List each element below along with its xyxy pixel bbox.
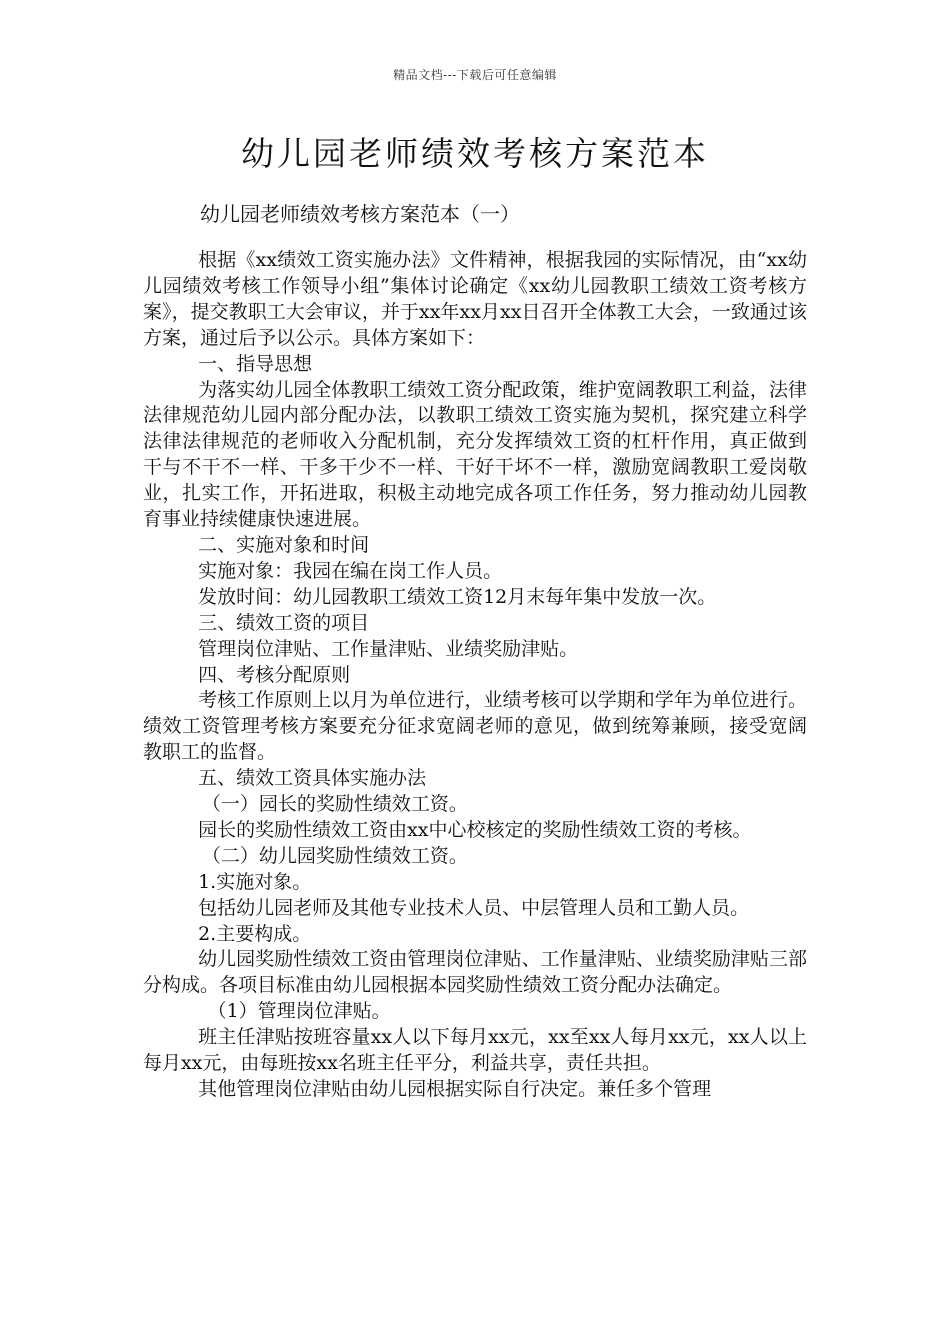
subsection-heading: （二）幼儿园奖励性绩效工资。	[201, 844, 468, 867]
paragraph: 实施对象：我园在编在岗工作人员。	[198, 559, 503, 582]
document-subtitle: 幼儿园老师绩效考核方案范本（一）	[200, 202, 520, 226]
section-heading-1: 一、指导思想	[198, 352, 313, 375]
paragraph: 其他管理岗位津贴由幼儿园根据实际自行决定。兼任多个管理	[198, 1078, 712, 1100]
subsection-heading: （一）园长的奖励性绩效工资。	[201, 793, 468, 816]
paragraph: 班主任津贴按班容量xx人以下每月xx元，xx至xx人每月xx元，xx人以上每月xx元，由每班按xx名班主任平分，利益共享，责任共担。	[143, 1026, 807, 1075]
paragraph: 为落实幼儿园全体教职工绩效工资分配政策，维护宽阔教职工利益，法律法律规范幼儿园内部分配办法，以教职工绩效工资实施为契机，探究建立科学法律法律规范的老师收入分配机制，充分发挥绩效工资的杠杆作用，真正做到干与不干不一样、干多干少不一样、干好干坏不一样，激励宽阔教职工爱岗敬业，扎实工作，开拓进取，积极主动地完成各项工作任务，努力推动幼儿园教育事业持续健康快速进展。	[143, 378, 807, 531]
list-heading: 1.实施对象。	[198, 870, 312, 893]
paragraph: 管理岗位津贴、工作量津贴、业绩奖励津贴。	[198, 637, 579, 660]
list-heading: 2.主要构成。	[198, 922, 312, 945]
subsection-heading: （1）管理岗位津贴。	[207, 1000, 391, 1023]
header-note: 精品文档---下载后可任意编辑	[393, 68, 557, 82]
document-title: 幼儿园老师绩效考核方案范本	[241, 134, 709, 173]
section-heading-4: 四、考核分配原则	[198, 663, 351, 686]
paragraph: 包括幼儿园老师及其他专业技术人员、中层管理人员和工勤人员。	[198, 896, 750, 919]
paragraph: 考核工作原则上以月为单位进行，业绩考核可以学期和学年为单位进行。绩效工资管理考核方案要充分征求宽阔老师的意见，做到统筹兼顾，接受宽阔教职工的监督。	[143, 689, 807, 764]
section-heading-2: 二、实施对象和时间	[198, 533, 370, 556]
paragraph: 发放时间：幼儿园教职工绩效工资12月末每年集中发放一次。	[198, 585, 717, 608]
document-body	[143, 248, 807, 1103]
paragraph: 幼儿园奖励性绩效工资由管理岗位津贴、工作量津贴、业绩奖励津贴三部分构成。各项目标准由幼儿园根据本园奖励性绩效工资分配办法确定。	[143, 948, 807, 997]
paragraph: 园长的奖励性绩效工资由xx中心校核定的奖励性绩效工资的考核。	[198, 818, 752, 841]
paragraph-intro: 根据《xx绩效工资实施办法》文件精神，根据我园的实际情况，由“xx幼儿园绩效考核工作领导小组”集体讨论确定《xx幼儿园教职工绩效工资考核方案》，提交教职工大会审议，并于xx年xx月xx日召开全体教工大会，一致通过该方案，通过后予以公示。具体方案如下：	[143, 249, 807, 349]
section-heading-5: 五、绩效工资具体实施办法	[198, 767, 427, 790]
section-heading-3: 三、绩效工资的项目	[198, 611, 370, 634]
